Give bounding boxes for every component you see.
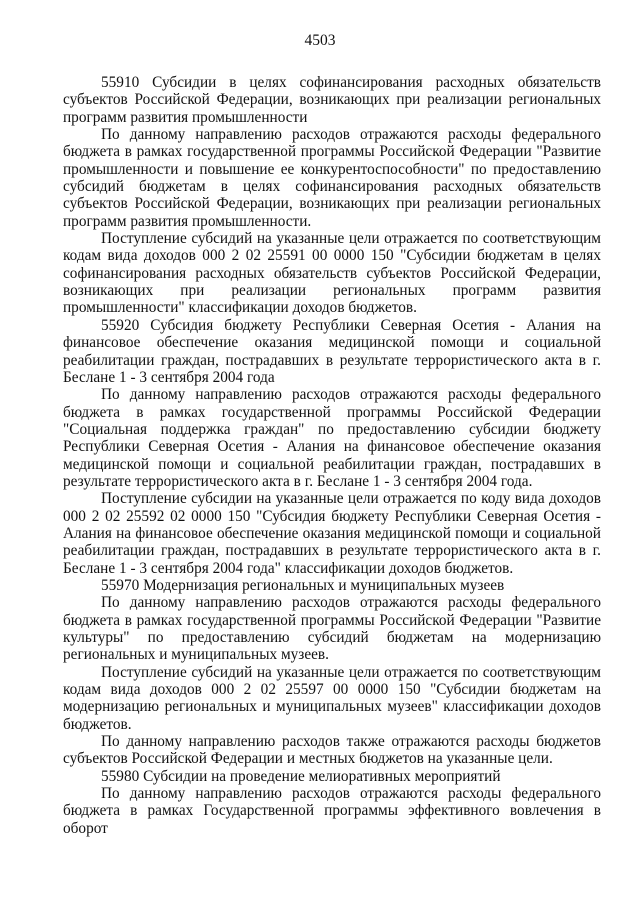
paragraph: По данному направлению расходов отражаются расходы федерального бюджета в рамках Государственной программы эффективного вовлечения в оборот <box>63 785 601 837</box>
paragraph: Поступление субсидии на указанные цели отражается по коду вида доходов 000 2 02 25592 02 0000 150 "Субсидия бюджету Республики Северная Осетия - Алания на финансовое обеспечение оказания медицинской помощи и социальной реабилитации граждан, пострадавших в результате террористического акта в г. Беслане 1 - 3 сентября 2004 года" классификации доходов бюджетов. <box>63 490 601 577</box>
paragraph: По данному направлению расходов отражаются расходы федерального бюджета в рамках государственной программы Российской Федерации "Развитие промышленности и повышение ее конкурентоспособности" по предоставлению субсидий бюджетам в целях софинансирования расходных обязательств субъектов Российской Федерации, возникающих при реализации региональных программ развития промышленности. <box>63 126 601 230</box>
paragraph: По данному направлению расходов отражаются расходы федерального бюджета в рамках государственной программы Российской Федерации "Социальная поддержка граждан" по предоставлению субсидии бюджету Республики Северная Осетия - Алания на финансовое обеспечение оказания медицинской помощи и социальной реабилитации граждан, пострадавших в результате террористического акта в г. Беслане 1 - 3 сентября 2004 года. <box>63 386 601 490</box>
section-heading-55910: 55910 Субсидии в целях софинансирования расходных обязательств субъектов Российской Федерации, возникающих при реализации региональных программ развития промышленности <box>63 74 601 126</box>
page-number: 4503 <box>304 32 336 49</box>
paragraph: По данному направлению расходов также отражаются расходы бюджетов субъектов Российской Федерации и местных бюджетов на указанные цели. <box>63 733 601 768</box>
paragraph: По данному направлению расходов отражаются расходы федерального бюджета в рамках государственной программы Российской Федерации "Развитие культуры" по предоставлению субсидий бюджетам на модернизацию региональных и муниципальных музеев. <box>63 594 601 664</box>
paragraph: Поступление субсидий на указанные цели отражается по соответствующим кодам вида доходов 000 2 02 25591 00 0000 150 "Субсидии бюджетам в целях софинансирования расходных обязательств субъектов Российской Федерации, возникающих при реализации региональных программ развития промышленности" классификации доходов бюджетов. <box>63 230 601 317</box>
document-body <box>63 74 601 837</box>
section-heading-55920: 55920 Субсидия бюджету Республики Северная Осетия - Алания на финансовое обеспечение оказания медицинской помощи и социальной реабилитации граждан, пострадавших в результате террористического акта в г. Беслане 1 - 3 сентября 2004 года <box>63 316 601 386</box>
section-heading-55970: 55970 Модернизация региональных и муниципальных музеев <box>101 576 505 594</box>
section-heading-55980: 55980 Субсидии на проведение мелиоративных мероприятий <box>101 767 501 785</box>
paragraph: Поступление субсидий на указанные цели отражается по соответствующим кодам вида доходов 000 2 02 25597 00 0000 150 "Субсидии бюджетам на модернизацию региональных и муниципальных музеев" классификации доходов бюджетов. <box>63 663 601 733</box>
